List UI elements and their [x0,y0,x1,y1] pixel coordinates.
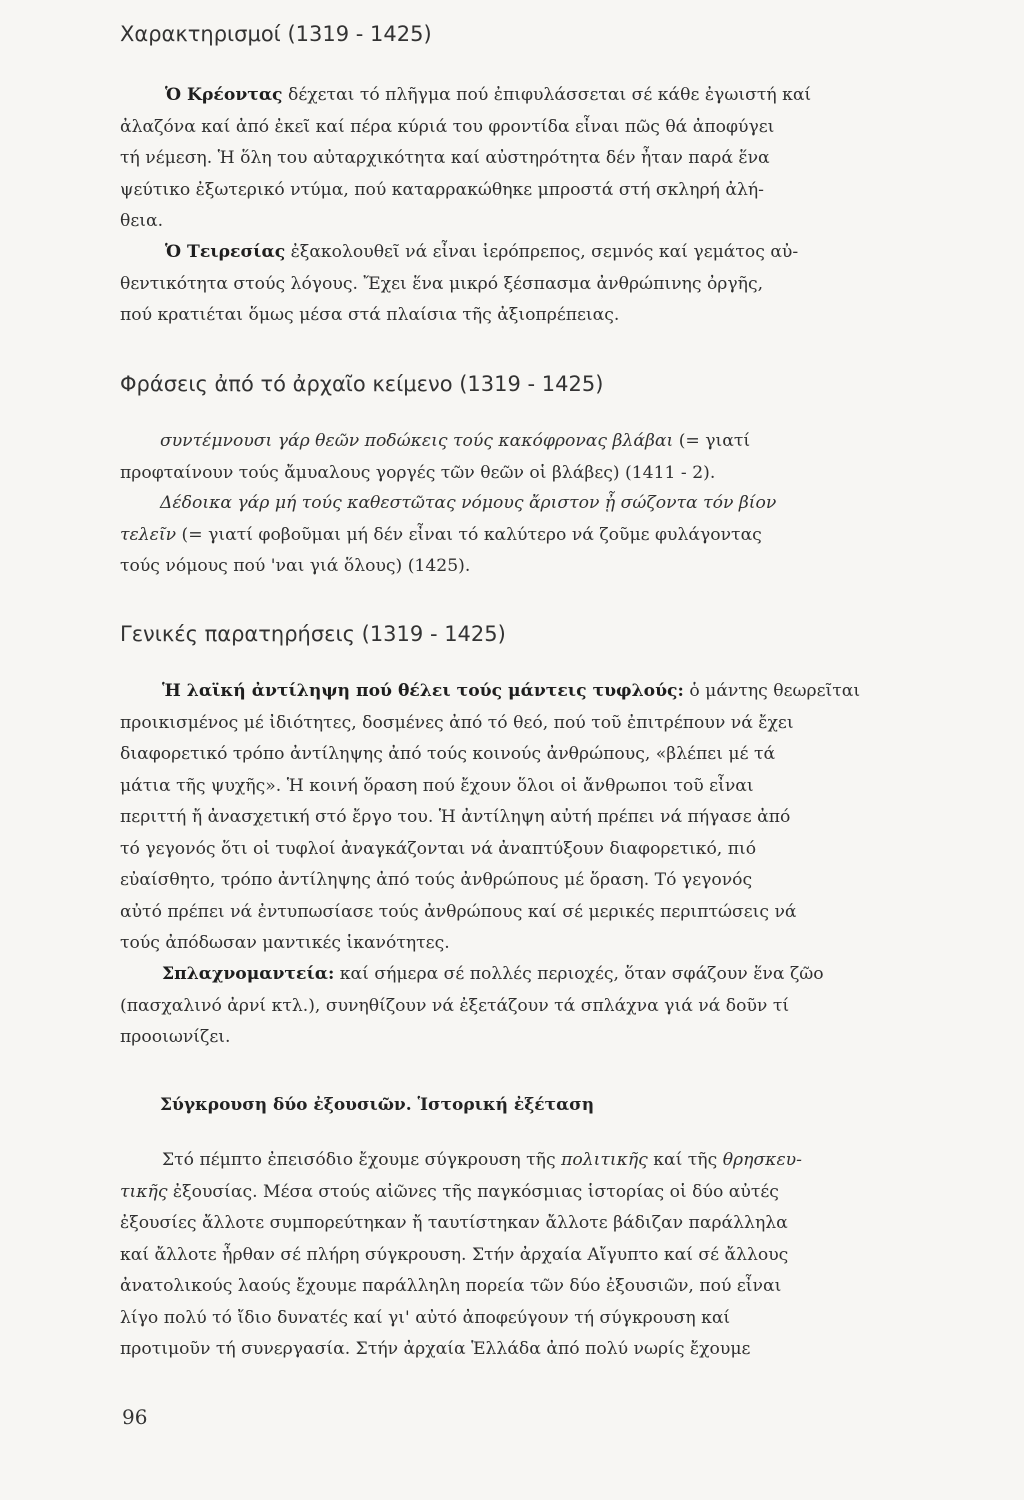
paragraph-tiresias: Ὁ Τειρεσίας ἐξακολουθεῖ νά εἶναι ἱερόπρεπος, σεμνός καί γεμάτος αὐ- θεντικότητα στούς λόγους. Ἔχει ἕνα μικρό ξέσπασμα ἀνθρώπινης ὀργῆς, πού κρατιέται ὅμως μέσα στά πλαίσια τῆς ἀξιοπρέπειας. [120,242,799,325]
paragraph-splanchnomancy: Σπλαχνομαντεία: καί σήμερα σέ πολλές περιοχές, ὅταν σφάζουν ἕνα ζῶο (πασχαλινό ἀρνί κτλ.), συνηθίζουν νά ἐξετάζουν τά σπλάχνα γιά νά δοῦν τί προοιωνίζει. [120,964,824,1047]
page-number: 96 [122,1405,148,1429]
tiresias-name: Ὁ Τειρεσίας [165,242,286,262]
paragraph-conflict: Στό πέμπτο ἐπεισόδιο ἔχουμε σύγκρουση τῆς πολιτικῆς καί τῆς θρησκευ- τικῆς ἐξουσίας. Μέσα στούς αἰῶνες τῆς παγκόσμιας ἱστορίας οἱ δύο αὐτές ἐξουσίες ἄλλοτε συμπορεύτηκαν ἤ ταυτίστηκαν ἄλλοτε βάδιζαν παράλληλα καί ἄλλοτε ἦρθαν σέ πλήρη σύγκρουση. Στήν ἀρχαία Αἴγυπτο καί σέ ἄλλους ἀνατολικούς λαούς ἔχουμε παράλληλη πορεία τῶν δύο ἐξουσιῶν, πού εἶναι λίγο πολύ τό ἴδιο δυνατές καί γι' αὐτό ἀποφεύγουν τή σύγκρουση καί προτιμοῦν τή συνεργασία. Στήν ἀρχαία Ἑλλάδα ἀπό πολύ νωρίς ἔχουμε [120,1150,802,1359]
heading-observations: Γενικές παρατηρήσεις (1319 - 1425) [120,622,506,646]
splanchnomancy-term: Σπλαχνομαντεία: [162,964,335,984]
heading-characterizations: Χαρακτηρισμοί (1319 - 1425) [120,22,432,46]
creon-name: Ὁ Κρέοντας [165,85,283,105]
quote-2: Δέδοικα γάρ μή τούς καθεστῶτας νόμους ἄριστον ᾖ σώζοντα τόν βίον τελεῖν (= γιατί φοβοῦμαι μή δέν εἶναι τό καλύτερο νά ζοῦμε φυλάγοντας τούς νόμους πού 'ναι γιά ὅλους) (1425). [120,493,777,576]
heading-phrases: Φράσεις ἀπό τό ἀρχαῖο κείμενο (1319 - 1425) [120,372,604,396]
paragraph-creon: Ὁ Κρέοντας δέχεται τό πλῆγμα πού ἐπιφυλάσσεται σέ κάθε ἐγωιστή καί ἀλαζόνα καί ἀπό ἐκεῖ καί πέρα κύριά του φροντίδα εἶναι πῶς θά ἀποφύγει τή νέμεση. Ἡ ὅλη του αὐταρχικότητα καί αὐστηρότητα δέν ἦταν παρά ἕνα ψεύτικο ἐξωτερικό ντύμα, πού καταρρακώθηκε μπροστά στή σκληρή ἀλή- θεια. [120,85,812,231]
paragraph-blind-seers: Ἡ λαϊκή ἀντίληψη πού θέλει τούς μάντεις τυφλούς: ὁ μάντης θεωρεῖται προικισμένος μέ ἰδιότητες, δοσμένες ἀπό τό θεό, πού τοῦ ἐπιτρέπουν νά ἔχει διαφορετικό τρόπο ἀντίληψης ἀπό τούς κοινούς ἀνθρώπους, «βλέπει μέ τά μάτια τῆς ψυχῆς». Ἡ κοινή ὅραση πού ἔχουν ὅλοι οἱ ἄνθρωποι τοῦ εἶναι περιττή ἤ ἀνασχετική στό ἔργο του. Ἡ ἀντίληψη αὐτή πρέπει νά πήγασε ἀπό τό γεγονός ὅτι οἱ τυφλοί ἀναγκάζονται νά ἀναπτύξουν διαφορετικό, πιό εὐαίσθητο, τρόπο ἀντίληψης ἀπό τούς ἀνθρώπους μέ ὅραση. Τό γεγονός αὐτό πρέπει νά ἐντυπωσίασε τούς ἀνθρώπους καί σέ μερικές περιπτώσεις νά τούς ἀπόδωσαν μαντικές ἱκανότητες. [120,681,861,953]
quote-1: συντέμνουσι γάρ θεῶν ποδώκεις τούς κακόφρονας βλάβαι (= γιατί προφταίνουν τούς ἄμυαλους γοργές τῶν θεῶν οἱ βλάβες) (1411 - 2). [120,431,751,483]
heading-conflict: Σύγκρουση δύο ἐξουσιῶν. Ἱστορική ἐξέταση [160,1095,595,1115]
blind-seers-term: Ἡ λαϊκή ἀντίληψη πού θέλει τούς μάντεις τυφλούς: [162,681,684,701]
